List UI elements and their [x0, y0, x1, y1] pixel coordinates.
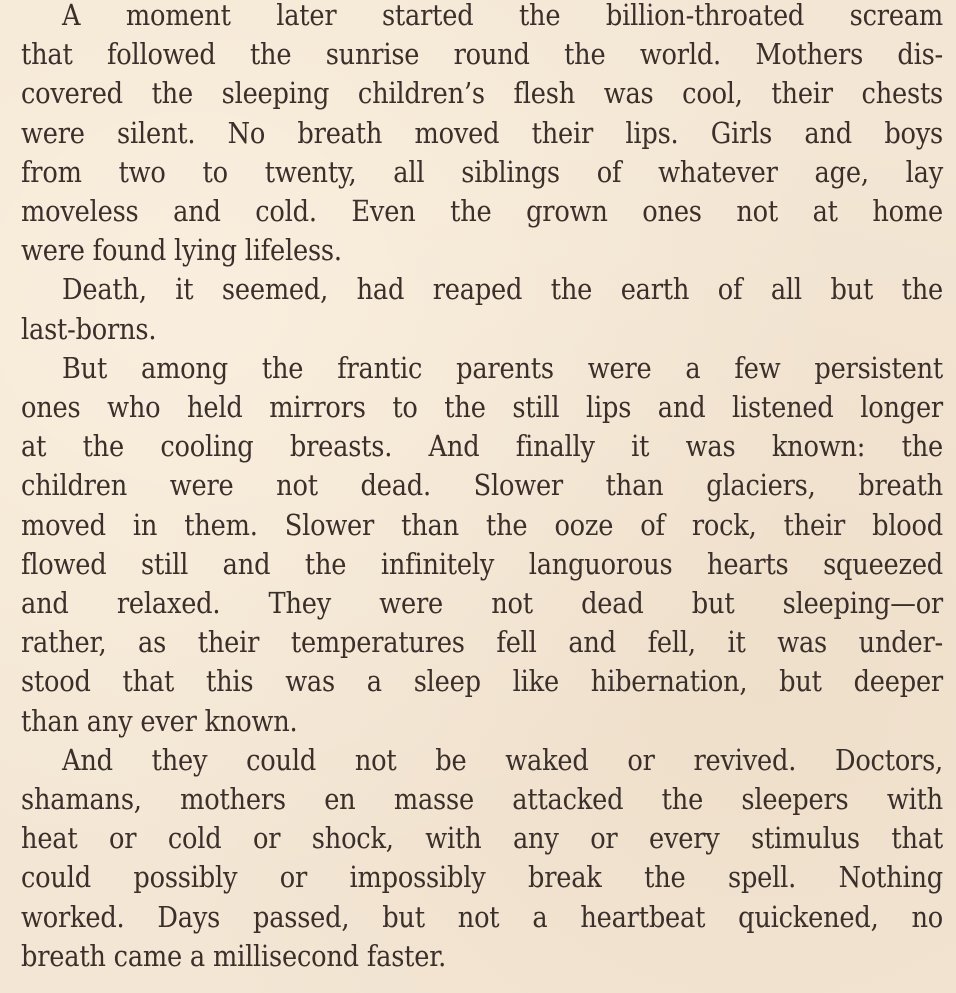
text-line: heat or cold or shock, with any or every stimulus that — [21, 822, 943, 856]
text-line: A moment later started the billion-throated scream — [62, 0, 943, 32]
paragraph — [21, 0, 943, 270]
text-line: at the cooling breasts. And finally it was known: the — [21, 430, 943, 464]
text-line: flowed still and the infinitely languorous hearts squeezed — [21, 547, 943, 581]
text-line: were found lying lifeless. — [21, 234, 342, 268]
text-line: and relaxed. They were not dead but sleeping—or — [21, 587, 943, 621]
paragraph — [21, 270, 943, 348]
text-line: could possibly or impossibly break the spell. Nothing — [21, 861, 943, 895]
text-line: moved in them. Slower than the ooze of rock, their blood — [21, 508, 943, 542]
text-line: shamans, mothers en masse attacked the sleepers with — [21, 783, 943, 817]
text-line: worked. Days passed, but not a heartbeat quickened, no — [21, 900, 943, 934]
text-line: were silent. No breath moved their lips. Girls and boys — [21, 116, 943, 150]
text-line: ones who held mirrors to the still lips and listened longer — [21, 391, 943, 425]
text-line: rather, as their temperatures fell and fell, it was under- — [21, 626, 943, 660]
text-line: than any ever known. — [21, 704, 298, 738]
text-line: breath came a millisecond faster. — [21, 939, 447, 973]
paragraph — [21, 741, 943, 976]
text-line: moveless and cold. Even the grown ones not at home — [21, 195, 943, 229]
text-line: But among the frantic parents were a few persistent — [62, 351, 943, 385]
text-line: Death, it seemed, had reaped the earth of all but the — [62, 273, 943, 307]
text-line: stood that this was a sleep like hibernation, but deeper — [21, 665, 943, 699]
text-line: children were not dead. Slower than glaciers, breath — [21, 469, 943, 503]
text-line: from two to twenty, all siblings of whatever age, lay — [21, 155, 943, 189]
text-line: last-borns. — [21, 312, 157, 346]
paragraph — [21, 349, 943, 741]
text-line: And they could not be waked or revived. Doctors, — [62, 743, 943, 777]
book-page — [21, 0, 943, 976]
text-line: covered the sleeping children’s flesh was cool, their chests — [21, 77, 943, 111]
text-line: that followed the sunrise round the world. Mothers dis- — [21, 38, 943, 72]
